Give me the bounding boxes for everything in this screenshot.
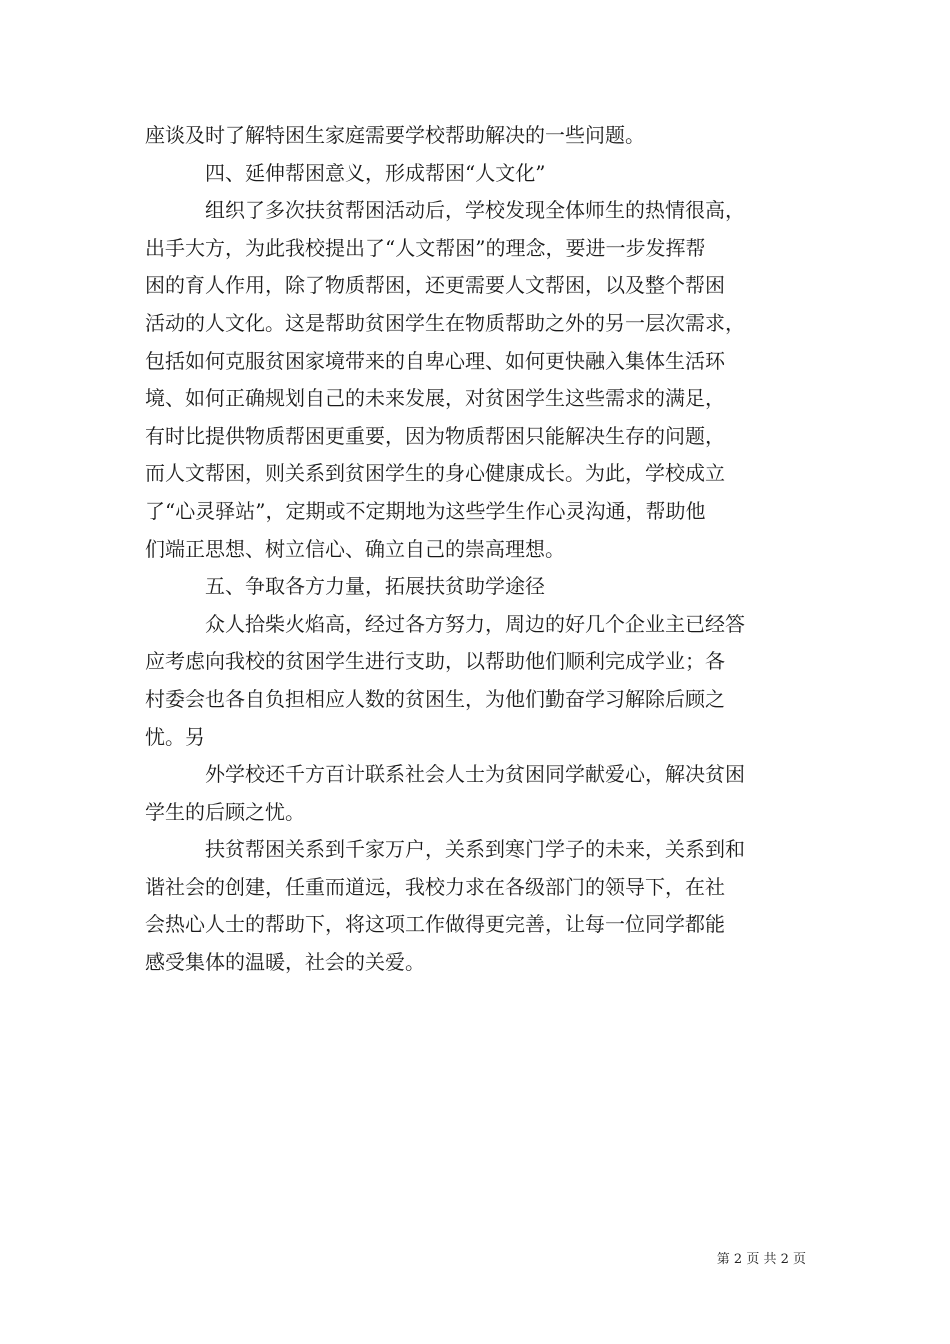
- document-body: [145, 117, 825, 982]
- text-line: 外学校还千方百计联系社会人士为贫困同学献爱心，解决贫困: [205, 762, 745, 787]
- text-line: 出手大方，为此我校提出了“人文帮困”的理念，要进一步发挥帮: [145, 235, 706, 260]
- text-line: 境、如何正确规划自己的未来发展，对贫困学生这些需求的满足，: [145, 386, 725, 411]
- text-line: 包括如何克服贫困家境带来的自卑心理、如何更快融入集体生活环: [145, 348, 725, 373]
- text-line: 村委会也各自负担相应人数的贫困生，为他们勤奋学习解除后顾之: [145, 686, 725, 711]
- text-line: 应考虑向我校的贫困学生进行支助，以帮助他们顺利完成学业；各: [145, 649, 725, 674]
- text-line: 学生的后顾之忧。: [145, 799, 305, 824]
- text-line: 组织了多次扶贫帮困活动后，学校发现全体师生的热情很高，: [205, 198, 745, 223]
- text-line: 座谈及时了解特困生家庭需要学校帮助解决的一些问题。: [145, 123, 645, 147]
- text-line: 们端正思想、树立信心、确立自己的崇高理想。: [145, 536, 565, 561]
- text-line: 谐社会的创建，任重而道远，我校力求在各级部门的领导下，在社: [145, 874, 725, 899]
- text-line: 而人文帮困，则关系到贫困学生的身心健康成长。为此，学校成立: [145, 461, 725, 486]
- text-line: 扶贫帮困关系到千家万户，关系到寒门学子的未来，关系到和: [205, 837, 745, 862]
- text-line: 五、争取各方力量，拓展扶贫助学途径: [205, 574, 545, 599]
- text-line: 了“心灵驿站”，定期或不定期地为这些学生作心灵沟通，帮助他: [145, 498, 706, 523]
- page-number: 第 2 页 共 2 页: [716, 1252, 806, 1267]
- text-line: 会热心人士的帮助下，将这项工作做得更完善，让每一位同学都能: [145, 912, 725, 937]
- text-line: 四、延伸帮困意义，形成帮困“人文化”: [205, 160, 546, 185]
- text-line: 忧。另: [145, 724, 205, 749]
- text-line: 有时比提供物质帮困更重要，因为物质帮困只能解决生存的问题，: [145, 423, 725, 448]
- text-line: 众人拾柴火焰高，经过各方努力，周边的好几个企业主已经答: [205, 611, 745, 636]
- text-line: 感受集体的温暖，社会的关爱。: [145, 950, 425, 975]
- text-line: 活动的人文化。这是帮助贫困学生在物质帮助之外的另一层次需求，: [145, 310, 745, 335]
- text-line: 困的育人作用，除了物质帮困，还更需要人文帮困，以及整个帮困: [145, 273, 725, 298]
